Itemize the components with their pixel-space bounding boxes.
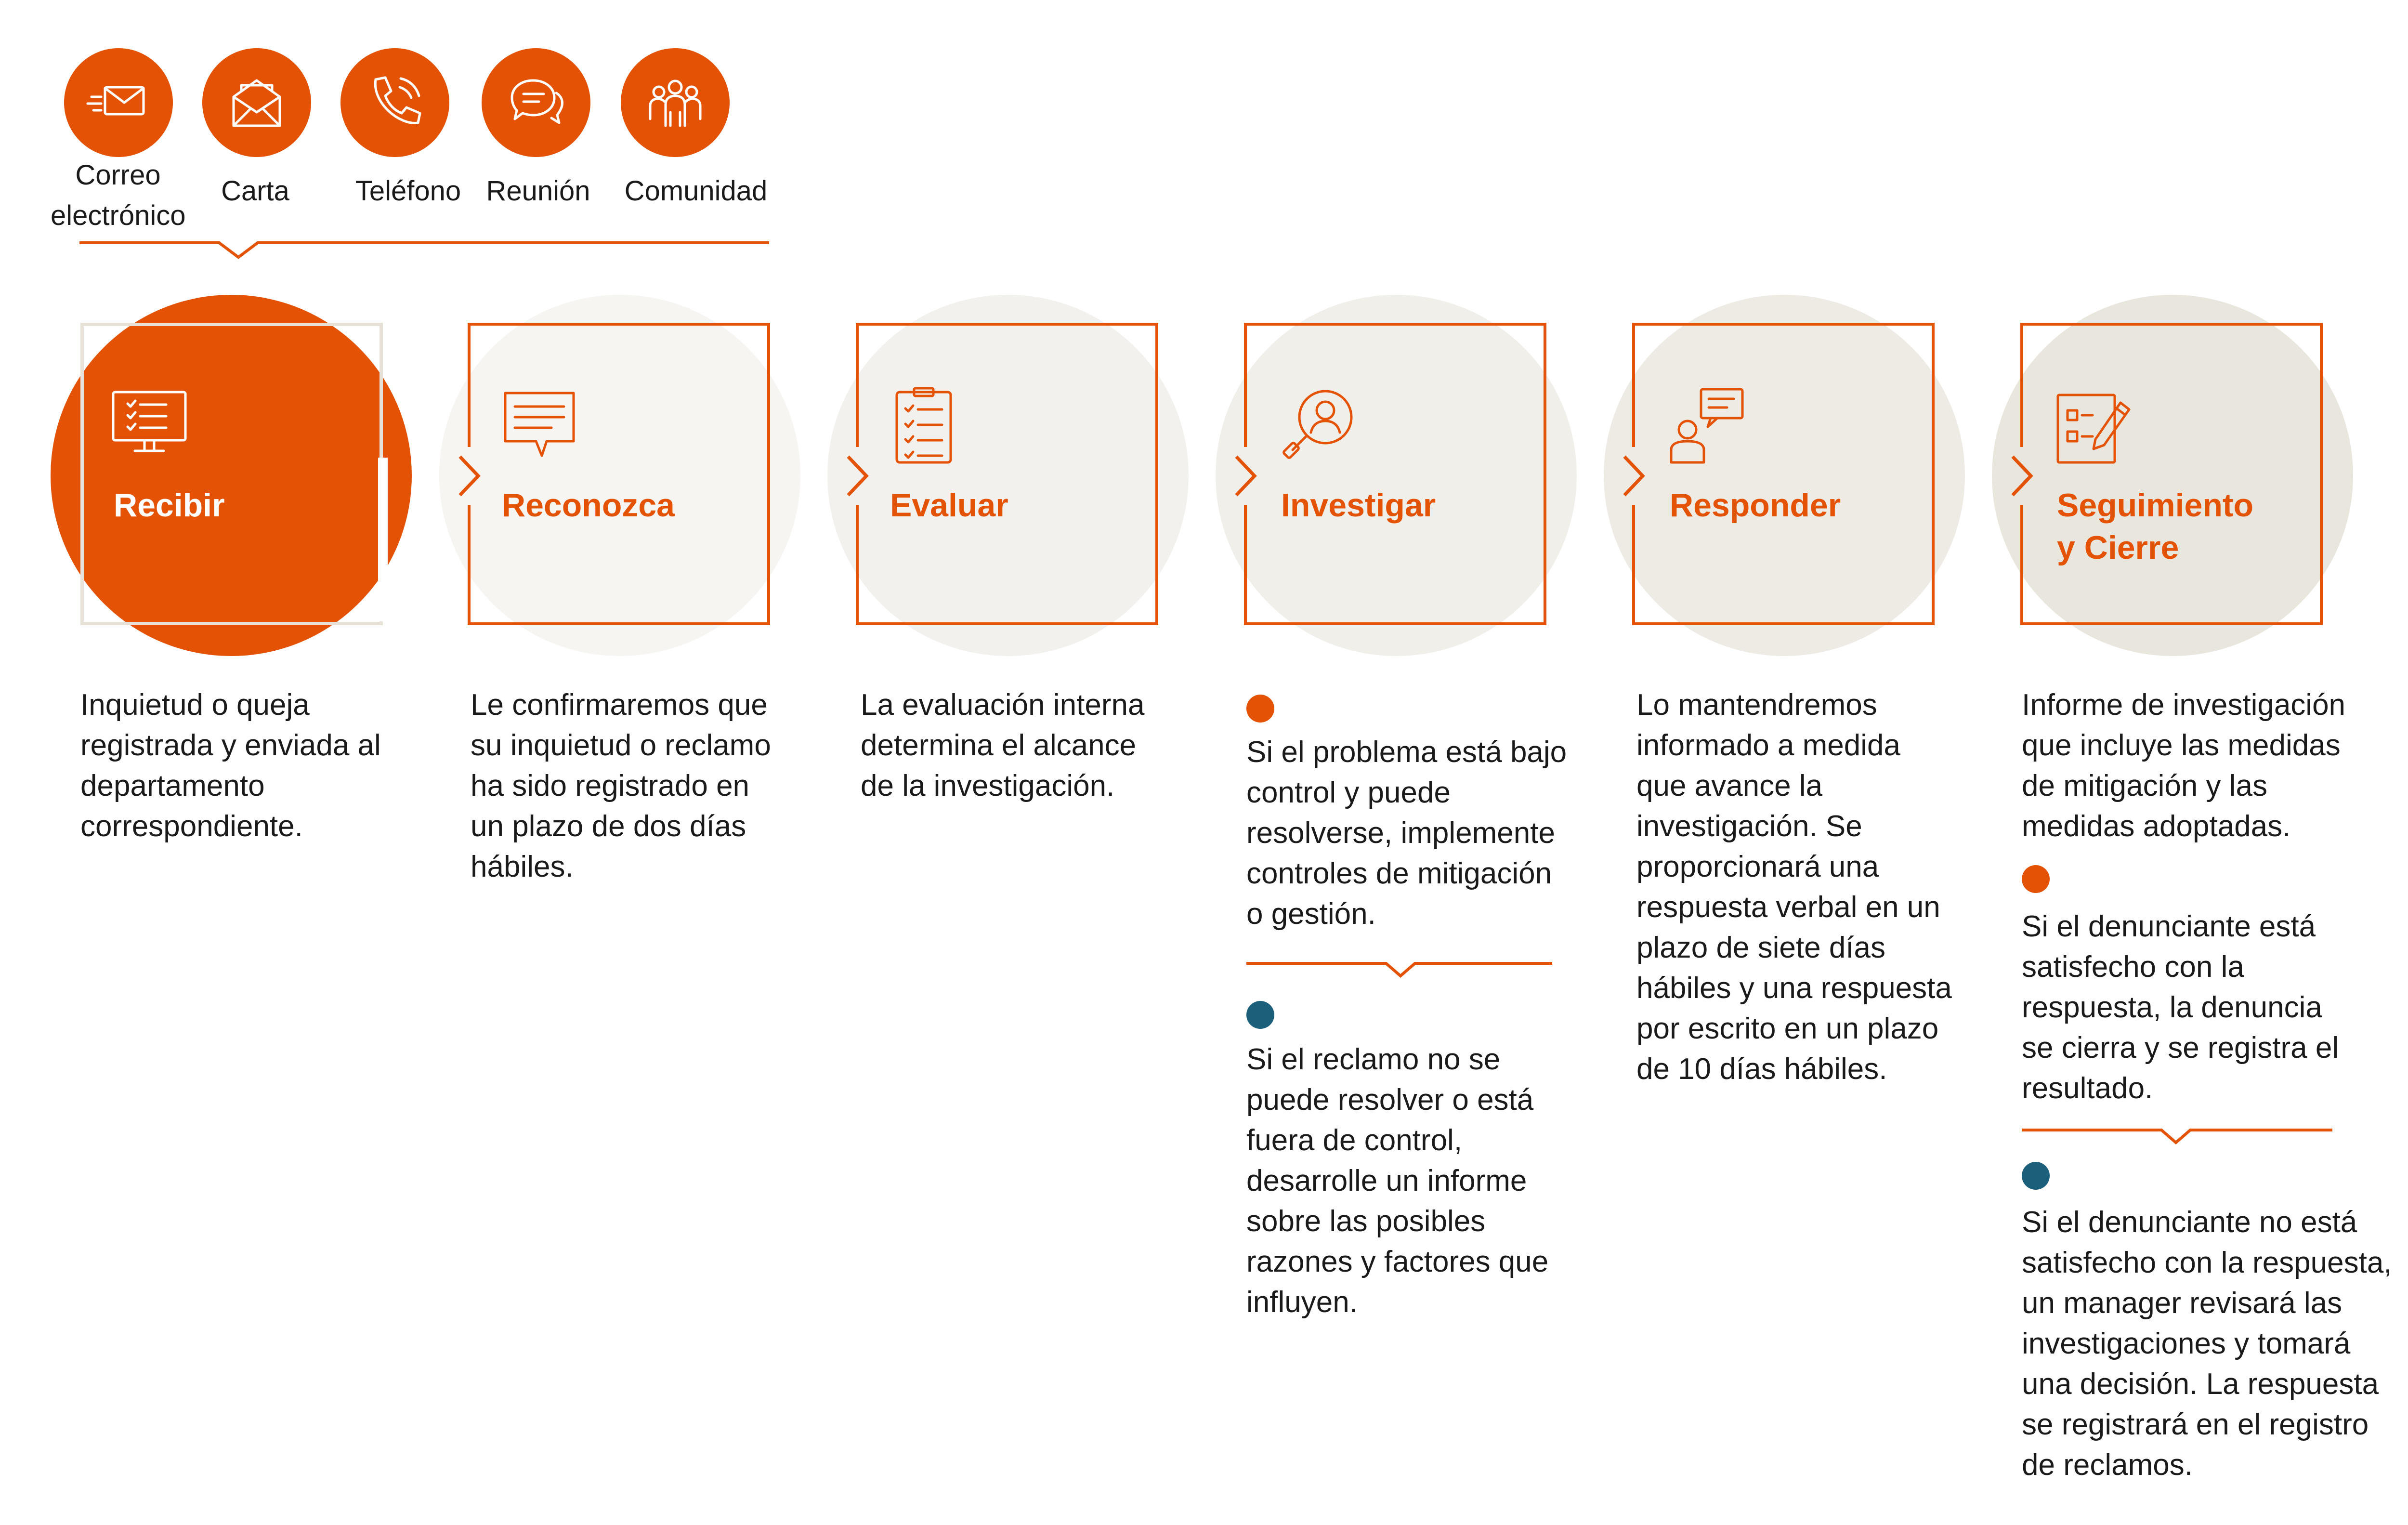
outcome-dot-orange xyxy=(1246,695,1274,723)
magnifier-person-icon xyxy=(1281,385,1363,467)
step-desc-responder: Lo mantendremos informado a medida que avance la investigación. Se proporcionará una respuesta verbal en un plazo de siete días hábiles y una respuesta por escrito en un plazo de 10 días hábiles. xyxy=(1636,688,1952,1086)
chevron-right-icon xyxy=(2008,452,2037,500)
step-title-reconozca: Reconozca xyxy=(502,487,675,524)
channel-community xyxy=(621,48,730,157)
community-icon xyxy=(641,69,709,136)
step-frame-responder xyxy=(1632,323,1935,625)
investigar-outcome-a: Si el problema está bajo control y puede resolverse, implemente controles de mitigación o gestión. xyxy=(1246,736,1567,931)
outcome-divider xyxy=(2022,1124,2335,1148)
form-pencil-icon xyxy=(2054,385,2136,467)
channel-letter xyxy=(202,48,311,157)
step-title-seguimiento xyxy=(2057,484,2253,569)
step-frame-reconozca xyxy=(468,323,770,625)
outcome-divider xyxy=(1246,958,1555,982)
step-title-seguimiento-line1: Seguimiento xyxy=(2057,487,2254,524)
chevron-right-icon xyxy=(1620,452,1649,500)
channel-label-letter: Carta xyxy=(221,175,289,207)
chevron-right-icon xyxy=(455,452,484,500)
seguimiento-outcome-b: Si el denunciante no está satisfecho con la respuesta, un manager revisará las investigaciones y tomará una decisión. La respuesta se registrará en el registro de reclamos. xyxy=(2022,1206,2392,1482)
channel-meeting xyxy=(482,48,590,157)
channel-email xyxy=(64,48,173,157)
channel-label-meeting: Reunión xyxy=(486,175,590,207)
outcome-dot-orange xyxy=(2022,865,2050,893)
channel-label-phone: Teléfono xyxy=(355,175,461,207)
step-title-evaluar: Evaluar xyxy=(890,487,1008,524)
outcome-dot-teal xyxy=(1246,1001,1274,1029)
meeting-icon xyxy=(502,69,570,136)
person-speech-icon xyxy=(1666,385,1748,467)
monitor-checklist-icon xyxy=(108,385,190,467)
phone-icon xyxy=(361,69,429,136)
step-desc-reconozca: Le confirmaremos que su inquietud o reclamo ha sido registrado en un plazo de dos días hábiles. xyxy=(471,688,771,883)
step-title-seguimiento-line2: y Cierre xyxy=(2057,529,2179,566)
email-icon xyxy=(85,69,152,136)
seguimiento-outcome-a: Si el denunciante está satisfecho con la respuesta, la denuncia se cierra y se registra el resultado. xyxy=(2022,910,2339,1105)
channel-label-community: Comunidad xyxy=(624,175,768,207)
step-frame-seguimiento xyxy=(2020,323,2323,625)
step-title-investigar: Investigar xyxy=(1281,487,1436,524)
channel-label-email: Correo electrónico xyxy=(51,159,186,231)
step-frame-evaluar xyxy=(856,323,1158,625)
step-frame-investigar xyxy=(1244,323,1546,625)
channel-phone xyxy=(340,48,449,157)
step-title-responder: Responder xyxy=(1670,487,1841,524)
letter-icon xyxy=(223,69,290,136)
channels-bracket xyxy=(79,235,773,259)
message-icon xyxy=(498,385,580,467)
step-desc-recibir: Inquietud o queja registrada y enviada al departamento correspondiente. xyxy=(80,688,381,843)
outcome-dot-teal xyxy=(2022,1162,2050,1190)
step-desc-evaluar: La evaluación interna determina el alcance de la investigación. xyxy=(861,688,1145,802)
frame-gap xyxy=(378,458,388,621)
checklist-icon xyxy=(886,385,968,467)
investigar-outcome-b: Si el reclamo no se puede resolver o está fuera de control, desarrolle un informe sobre las posibles razones y factores que influyen. xyxy=(1246,1043,1549,1319)
step-desc-seguimiento: Informe de investigación que incluye las medidas de mitigación y las medidas adoptadas. xyxy=(2022,688,2346,843)
chevron-right-icon xyxy=(843,452,872,500)
chevron-right-icon xyxy=(1231,452,1260,500)
step-title-recibir: Recibir xyxy=(114,487,225,524)
step-frame-recibir xyxy=(80,323,383,625)
